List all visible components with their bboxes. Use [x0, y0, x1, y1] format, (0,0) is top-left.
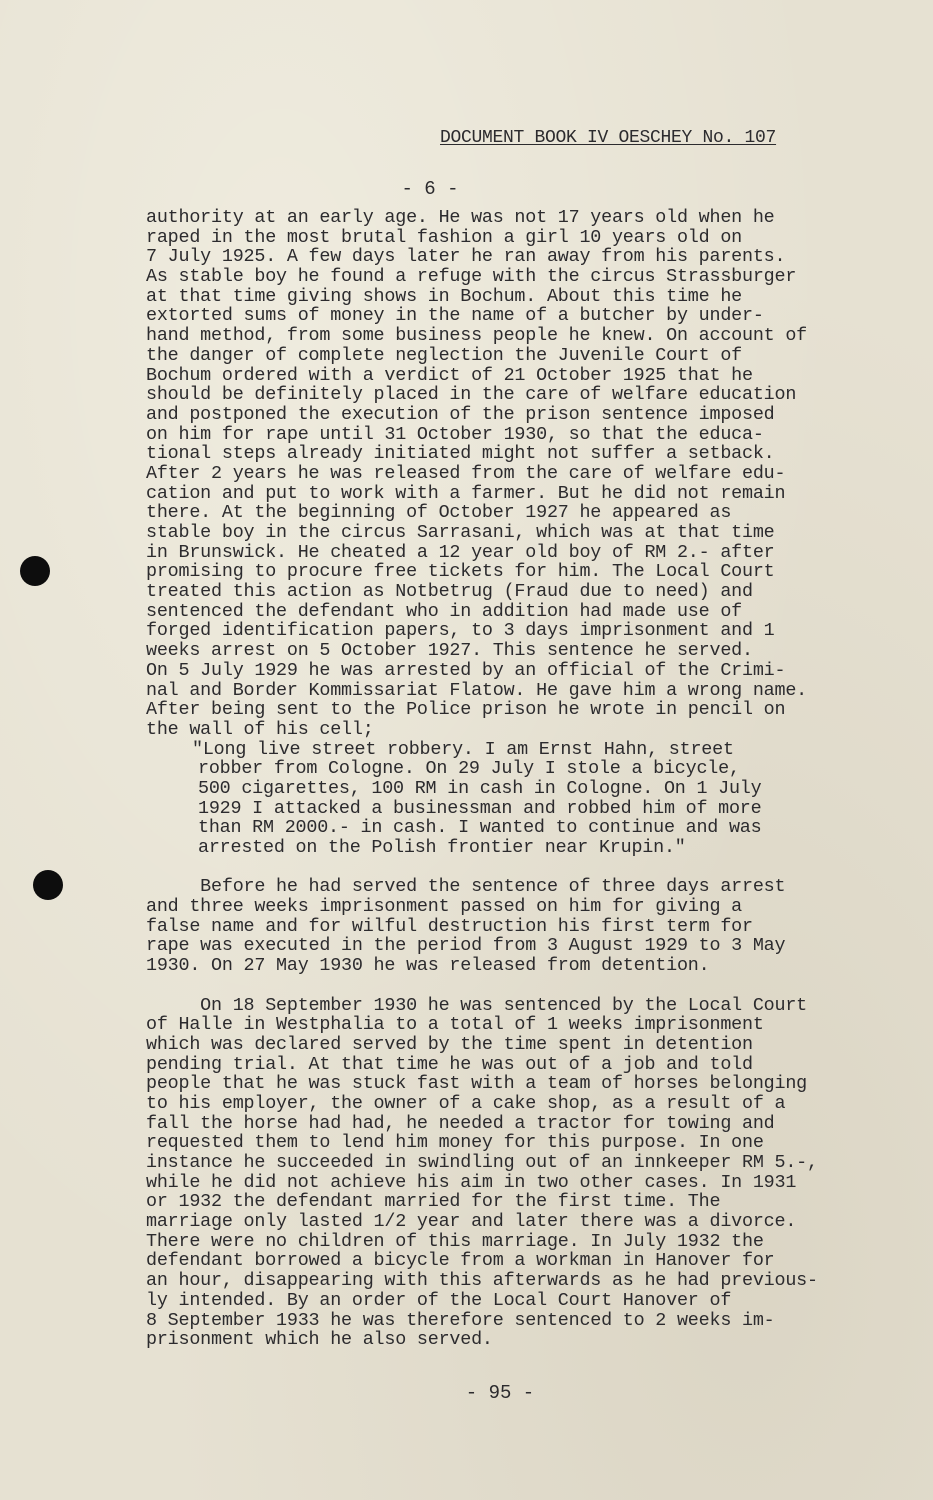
- text-line: forged identification papers, to 3 days imprisonment and 1: [146, 620, 775, 642]
- text-line: 7 July 1925. A few days later he ran away from his parents.: [146, 246, 786, 268]
- punch-hole-top: [20, 556, 50, 586]
- text-line: 8 September 1933 he was therefore sentenced to 2 weeks im-: [146, 1309, 775, 1331]
- text-line: nal and Border Kommissariat Flatow. He gave him a wrong name.: [146, 679, 808, 701]
- text-line: hand method, from some business people he knew. On account of: [146, 325, 808, 347]
- text-line: 500 cigarettes, 100 RM in cash in Cologne. On 1 July: [198, 777, 762, 799]
- text-line: requested them to lend him money for this purpose. In one: [146, 1132, 764, 1154]
- punch-hole-bottom: [33, 870, 63, 900]
- text-line: to his employer, the owner of a cake shop, as a result of a: [146, 1092, 786, 1114]
- text-line: at that time giving shows in Bochum. About this time he: [146, 285, 742, 307]
- page-number-top: - 6 -: [401, 178, 459, 200]
- text-line: On 18 September 1930 he was sentenced by the Local Court: [146, 994, 808, 1016]
- text-line: in Brunswick. He cheated a 12 year old boy of RM 2.- after: [146, 541, 775, 563]
- text-line: Before he had served the sentence of three days arrest: [146, 876, 786, 898]
- text-line: which was declared served by the time spent in detention: [146, 1033, 753, 1055]
- paragraph-1: [146, 208, 886, 740]
- text-line: the danger of complete neglection the Juvenile Court of: [146, 344, 742, 366]
- text-line: After being sent to the Police prison he wrote in pencil on: [146, 699, 786, 721]
- text-line: rape was executed in the period from 3 August 1929 to 3 May: [146, 935, 786, 957]
- text-line: while he did not achieve his aim in two other cases. In 1931: [146, 1171, 797, 1193]
- text-line: extorted sums of money in the name of a butcher by under-: [146, 305, 764, 327]
- text-line: 1929 I attacked a businessman and robbed him of more: [198, 797, 762, 819]
- text-line: defendant borrowed a bicycle from a workman in Hanover for: [146, 1250, 775, 1272]
- text-line: of Halle in Westphalia to a total of 1 weeks imprisonment: [146, 1014, 764, 1036]
- quoted-inscription: [146, 740, 886, 858]
- text-line: prisonment which he also served.: [146, 1329, 493, 1351]
- text-line: After 2 years he was released from the care of welfare edu-: [146, 462, 786, 484]
- paragraph-2: [146, 877, 886, 975]
- paragraph-gap: [146, 976, 886, 996]
- text-line: marriage only lasted 1/2 year and later there was a divorce.: [146, 1211, 797, 1233]
- text-line: raped in the most brutal fashion a girl 10 years old on: [146, 226, 742, 248]
- text-line: pending trial. At that time he was out of a job and told: [146, 1053, 753, 1075]
- page-number-bottom: - 95 -: [465, 1382, 535, 1404]
- text-line: tional steps already initiated might not suffer a setback.: [146, 443, 775, 465]
- text-line: robber from Cologne. On 29 July I stole a bicycle,: [198, 758, 740, 780]
- text-line: ly intended. By an order of the Local Court Hanover of: [146, 1289, 732, 1311]
- text-line: authority at an early age. He was not 17 years old when he: [146, 207, 775, 228]
- text-line: an hour, disappearing with this afterwards as he had previous-: [146, 1270, 818, 1292]
- text-line: false name and for wilful destruction his first term for: [146, 915, 753, 937]
- text-line: cation and put to work with a farmer. But he did not remain: [146, 482, 786, 504]
- text-line: weeks arrest on 5 October 1927. This sentence he served.: [146, 640, 753, 662]
- text-line: treated this action as Notbetrug (Fraud due to need) and: [146, 581, 753, 603]
- text-line: should be definitely placed in the care of welfare education: [146, 384, 797, 406]
- text-line: As stable boy he found a refuge with the circus Strassburger: [146, 266, 797, 288]
- text-line: or 1932 the defendant married for the first time. The: [146, 1191, 721, 1213]
- text-line: people that he was stuck fast with a team of horses belonging: [146, 1073, 808, 1095]
- document-body: [146, 208, 886, 1350]
- text-line: 1930. On 27 May 1930 he was released from detention.: [146, 955, 710, 977]
- text-line: the wall of his cell;: [146, 718, 374, 740]
- text-line: "Long live street robbery. I am Ernst Hahn, street: [192, 738, 734, 760]
- text-line: There were no children of this marriage. In July 1932 the: [146, 1230, 764, 1252]
- text-line: on him for rape until 31 October 1930, so that the educa-: [146, 423, 764, 445]
- text-line: sentenced the defendant who in addition had made use of: [146, 600, 742, 622]
- text-line: stable boy in the circus Sarrasani, which was at that time: [146, 522, 775, 543]
- paragraph-gap: [146, 858, 886, 878]
- text-line: instance he succeeded in swindling out of an innkeeper RM 5.-,: [146, 1152, 818, 1173]
- text-line: there. At the beginning of October 1927 he appeared as: [146, 502, 732, 524]
- text-line: promising to procure free tickets for him. The Local Court: [146, 561, 775, 583]
- text-line: arrested on the Polish frontier near Krupin.": [198, 837, 686, 858]
- document-reference: DOCUMENT BOOK IV OESCHEY No. 107: [440, 128, 777, 148]
- text-line: On 5 July 1929 he was arrested by an official of the Crimi-: [146, 659, 786, 681]
- paragraph-3: [146, 996, 886, 1350]
- text-line: fall the horse had had, he needed a tractor for towing and: [146, 1112, 775, 1134]
- text-line: and postponed the execution of the prison sentence imposed: [146, 403, 775, 425]
- text-line: Bochum ordered with a verdict of 21 October 1925 that he: [146, 364, 753, 386]
- text-line: than RM 2000.- in cash. I wanted to continue and was: [198, 817, 762, 839]
- text-line: and three weeks imprisonment passed on him for giving a: [146, 896, 742, 918]
